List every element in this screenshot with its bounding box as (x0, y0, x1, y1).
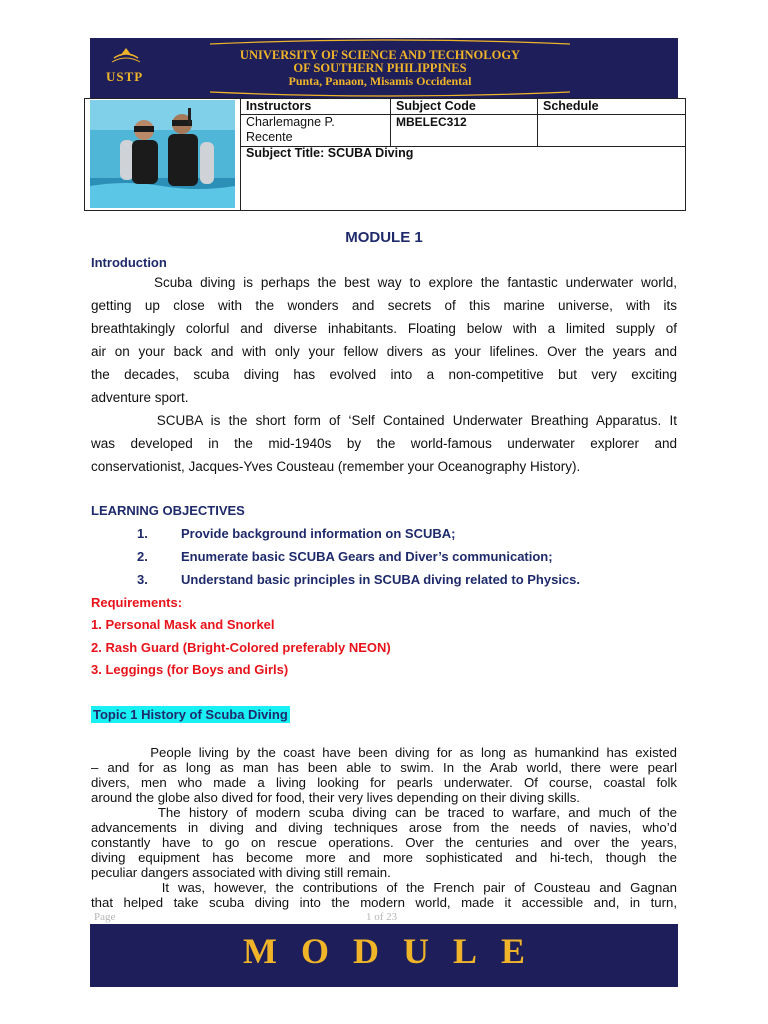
body-line: It was, however, the contributions of the French pair of Cousteau and Gagnan (91, 880, 677, 895)
subject-code-label: Subject Code (396, 99, 476, 113)
footer-module-text: MODULE (243, 931, 549, 971)
body-line: that helped take scuba diving into the modern world, made it accessible and, in turn, (91, 895, 677, 910)
requirements-heading: Requirements: (91, 595, 183, 610)
body-line: advancements in diving and diving techniques arose from the needs of navies, who’d (91, 820, 677, 835)
paragraph-line: adventure sport. (91, 390, 189, 405)
topic-body (91, 745, 677, 910)
paragraph-line: was developed in the mid-1940s by the world-famous underwater explorer and (91, 436, 677, 451)
paragraph-line: breathtakingly colorful and diverse inhabitants. Floating below with a limited supply of (91, 321, 677, 336)
body-line: – and for as long as man has been able to swim. In the Arab world, there were pearl (91, 760, 677, 775)
module-title: MODULE 1 (345, 229, 423, 246)
subject-code-value: MBELEC312 (396, 115, 467, 129)
paragraph-line: air on your back and with only your fellow divers as your lifelines. Over the years and (91, 344, 677, 359)
objective-number: 3. (137, 572, 148, 587)
paragraph-line: getting up close with the wonders and secrets of this marine universe, with its (91, 298, 677, 313)
body-line: around the globe also dived for food, their very lives depending on their diving skills. (91, 790, 580, 805)
divers-photo (90, 100, 235, 208)
body-line: diving equipment has become more and more sophisticated and hi-tech, though the (91, 850, 677, 865)
body-line: constantly have to go on rescue operations. Over the centuries and over the years, (91, 835, 677, 850)
introduction-heading: Introduction (91, 255, 167, 270)
objectives-heading: LEARNING OBJECTIVES (91, 503, 245, 518)
requirement-item: 1. Personal Mask and Snorkel (91, 617, 275, 632)
subject-title: Subject Title: SCUBA Diving (246, 146, 414, 160)
introduction-paragraph-1 (91, 271, 677, 409)
paragraph-line: conservationist, Jacques-Yves Cousteau (remember your Oceanography History). (91, 459, 581, 474)
schedule-label: Schedule (543, 99, 599, 113)
body-line: peculiar dangers associated with diving still remain. (91, 865, 391, 880)
paragraph-line: the decades, scuba diving has evolved into a non-competitive but very exciting (91, 367, 677, 382)
instructor-name-line-1: Charlemagne P. (246, 115, 335, 129)
requirement-item: 2. Rash Guard (Bright-Colored preferably NEON) (91, 640, 391, 655)
table-divider (537, 98, 538, 146)
objective-number: 2. (137, 549, 148, 564)
requirement-item: 3. Leggings (for Boys and Girls) (91, 662, 289, 677)
instructor-name-line-2: Recente (246, 130, 293, 144)
university-line-2: OF SOUTHERN PHILIPPINES (293, 61, 467, 75)
university-name (230, 49, 530, 88)
logo-text: USTP (106, 69, 144, 84)
university-line-1: UNIVERSITY OF SCIENCE AND TECHNOLOGY (239, 48, 521, 62)
objective-text: Understand basic principles in SCUBA diving related to Physics. (181, 572, 581, 587)
university-location: Punta, Panaon, Misamis Occidental (288, 74, 472, 88)
instructors-label: Instructors (246, 99, 312, 113)
topic-heading: Topic 1 History of Scuba Diving (93, 707, 288, 722)
page-number: 1 of 23 (366, 911, 398, 923)
objective-text: Enumerate basic SCUBA Gears and Diver’s communication; (181, 549, 553, 564)
objective-text: Provide background information on SCUBA; (181, 526, 456, 541)
page-label: Page (94, 911, 116, 923)
table-divider (390, 98, 391, 146)
paragraph-line: Scuba diving is perhaps the best way to explore the fantastic underwater world, (91, 275, 677, 290)
introduction-paragraph-2 (91, 409, 677, 478)
body-line: People living by the coast have been diving for as long as humankind has existed (91, 745, 677, 760)
objective-number: 1. (137, 526, 148, 541)
paragraph-line: SCUBA is the short form of ‘Self Contained Underwater Breathing Apparatus. It (91, 413, 677, 428)
body-line: The history of modern scuba diving can be traced to warfare, and much of the (91, 805, 677, 820)
body-line: divers, men who made a living looking for pearls underwater. Of course, coastal folk (91, 775, 677, 790)
